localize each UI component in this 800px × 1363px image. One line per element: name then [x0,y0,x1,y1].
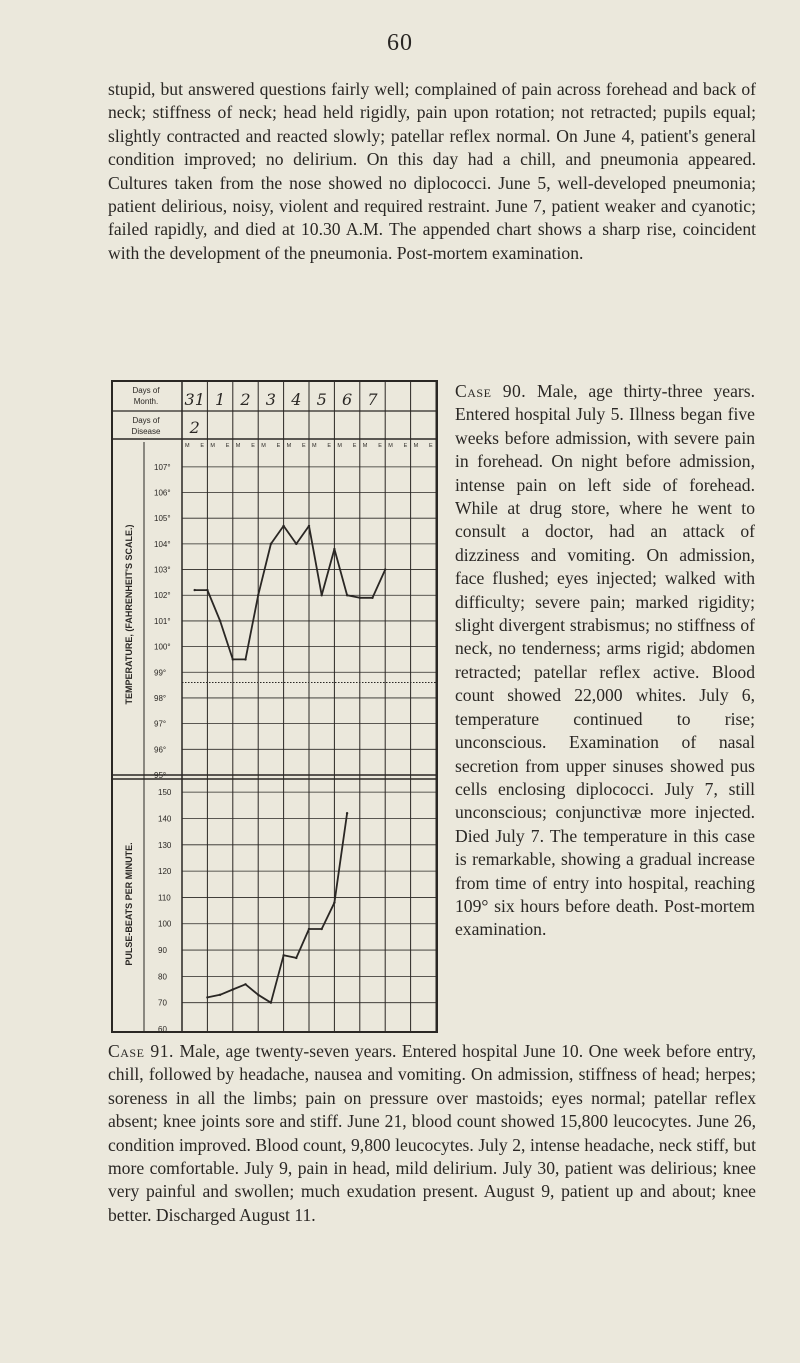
temperature-pulse-chart [102,379,442,1034]
pulse-tick-label: 90 [158,946,167,956]
chart-svg [102,379,442,1034]
temperature-point [194,589,196,591]
temperature-tick-label: 105° [154,514,171,524]
chart-series [194,525,387,1004]
temperature-tick-label: 96° [154,745,167,755]
paragraph-case90 [455,380,755,942]
me-mark: E [327,443,332,449]
temperature-axis-title: TEMPERATURE, (FAHRENHEIT'S SCALE.) [124,524,134,705]
temperature-point [346,594,348,596]
pulse-tick-label: 150 [158,788,172,798]
days-of-month-label: Month. [133,397,159,406]
case91-label: Case 91. [108,1041,174,1061]
day-of-month-value: 31 [184,390,205,409]
pulse-point [206,996,208,998]
temperature-point [257,594,259,596]
pulse-tick-label: 120 [158,867,172,877]
me-mark: E [225,443,230,449]
pulse-tick-label: 60 [158,1025,167,1034]
paragraph-case91 [108,1040,756,1227]
pulse-point [282,954,284,956]
temperature-point [371,597,373,599]
temperature-point [359,597,361,599]
me-mark: E [200,443,205,449]
temperature-tick-label: 106° [154,488,171,498]
pulse-tick-label: 130 [158,840,172,850]
me-mark: E [302,443,306,449]
temperature-point [232,658,234,660]
pulse-point [321,928,323,930]
me-mark: M [312,443,317,449]
pulse-line [207,813,347,1003]
me-mark: M [388,443,393,449]
me-mark: E [378,443,382,449]
me-mark: E [352,443,357,449]
days-of-month-label: Days of [132,386,160,395]
me-mark: M [286,443,292,449]
case90-label: Case 90. [455,381,527,401]
temperature-tick-label: 97° [154,719,167,729]
days-of-disease-label: Disease [131,427,161,436]
me-mark: M [413,443,419,449]
chart-grid [112,381,437,1034]
temperature-tick-label: 95° [154,771,167,780]
me-mark: E [429,443,433,449]
pulse-tick-label: 100 [158,919,172,929]
day-of-month-value: 6 [342,390,353,409]
temperature-point [295,543,297,545]
pulse-point [219,994,221,996]
day-of-month-value: 4 [291,390,302,409]
pulse-point [308,928,310,930]
days-of-disease-label: Days of [132,416,160,425]
temperature-point [219,620,221,622]
temperature-point [321,594,323,596]
temperature-point [270,543,272,545]
pulse-tick-label: 70 [158,998,167,1008]
temperature-tick-label: 102° [154,591,171,601]
day-of-month-value: 2 [240,390,251,409]
chart-border [112,381,437,1032]
temperature-point [244,658,246,660]
pulse-point [270,1001,272,1003]
temperature-point [206,589,208,591]
temperature-tick-label: 98° [154,693,167,703]
temperature-point [384,568,386,570]
pulse-axis-title: PULSE-BEATS PER MINUTE. [124,842,134,966]
temperature-tick-label: 100° [154,642,171,652]
temperature-tick-label: 104° [154,539,171,549]
me-mark: M [261,443,266,449]
pulse-point [346,812,348,814]
temperature-tick-label: 101° [154,616,171,626]
pulse-point [295,957,297,959]
day-of-month-value: 5 [316,390,327,409]
day-of-month-value: 3 [265,390,276,409]
me-mark: M [185,443,190,449]
case90-text: Male, age thirty-three years. Entered hospital July 5. Illness began five weeks before admission, with severe pain in forehead. On night before admission, intense pain on left side of forehead. While at drug store, where he went to consult a doctor, had an attack of dizziness and vomiting. On admission, face flushed; eyes injected; walked with difficulty; severe pain; marked rigidity; slight divergent strabismus; no stiffness of neck, no tenderness; arms rigid; abdomen retracted; patellar reflex active. Blood count showed 22,000 whites. July 6, temperature continued to rise; unconscious. Examination of nasal secretion from upper sinuses showed pus cells enclosing diplococci. July 7, still unconscious; conjunctivæ more injected. Died July 7. The temperature in this case is remarkable, showing a gradual increase from time of entry into hospital, reaching 109° six hours before death. Post-mortem examination. [455,381,756,940]
paragraph-case89-continued: stupid, but answered questions fairly well; complained of pain across forehead and back of neck; stiffness of neck; head held rigidly, pain upon rotation; not retracted; pupils equal; slightly contracted and reacted slowly; patellar reflex normal. On June 4, patient's general condition improved; no delirium. On this day had a chill, and pneumonia appeared. Cultures taken from the nose showed no diplococci. June 5, well-developed pneumonia; patient delirious, noisy, violent and required restraint. June 7, patient weaker and cyanotic; failed rapidly, and died at 10.30 A.M. The appended chart shows a sharp rise, coincident with the development of the pneumonia. Post-mortem examination. [108,79,756,263]
temperature-tick-label: 99° [154,668,167,678]
pulse-point [244,983,246,985]
temperature-point [333,548,335,550]
temperature-point [282,525,284,527]
case91-text: Male, age twenty-seven years. Entered hospital June 10. One week before entry, chill, followed by headache, nausea and vomiting. On admission, stiffness of head; herpes; soreness in all the limbs; pain on pressure over mastoids; eyes normal; patellar reflex absent; knee joints sore and stiff. June 21, blood count showed 15,800 leucocytes. June 26, condition improved. Blood count, 9,800 leucocytes. July 2, intense headache, neck stiff, but more comfortable. July 9, pain in head, mild delirium. July 30, patient was delirious; knee very painful and swollen; much exudation present. August 9, patient up and about; knee better. Discharged August 11. [108,1041,756,1225]
me-mark: M [235,443,241,449]
pulse-point [257,994,259,996]
me-mark: E [251,443,255,449]
me-mark: E [403,443,408,449]
temperature-point [308,525,310,527]
me-mark: M [362,443,368,449]
pulse-tick-label: 110 [158,893,171,903]
day-of-disease-value: 2 [189,418,200,437]
pulse-point [232,988,234,990]
pulse-tick-label: 140 [158,814,172,824]
temperature-line [195,526,386,660]
day-of-month-value: 1 [215,390,226,409]
me-mark: E [276,443,281,449]
day-of-month-value: 7 [367,390,378,409]
me-mark: M [210,443,215,449]
pulse-tick-label: 80 [158,972,167,982]
pulse-point [333,901,335,903]
page-number: 60 [387,30,413,56]
temperature-tick-label: 107° [154,462,171,472]
me-mark: M [337,443,342,449]
temperature-tick-label: 103° [154,565,171,575]
